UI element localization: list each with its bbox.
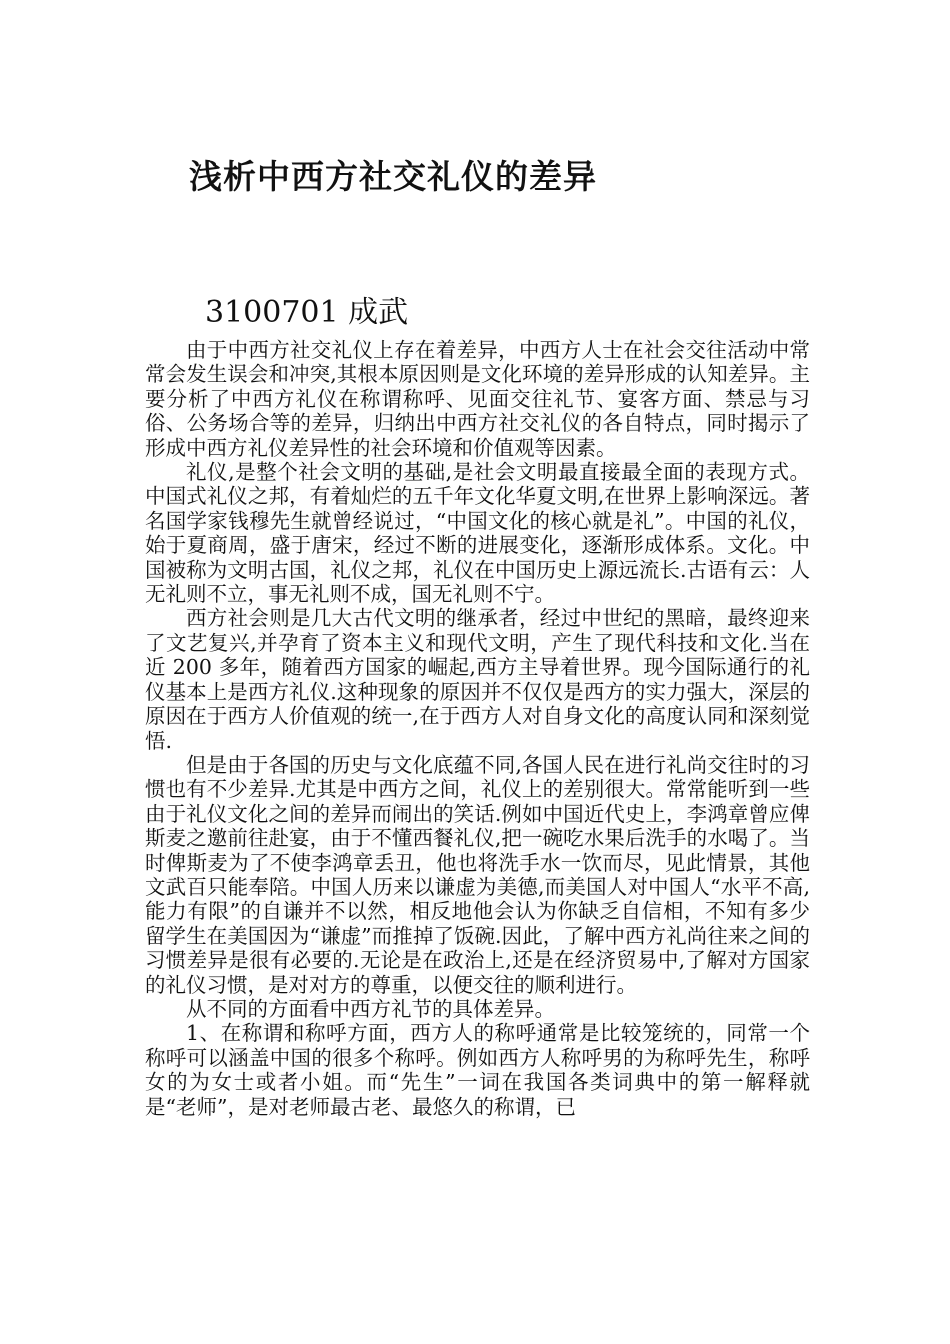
paragraph-section-intro: 从不同的方面看中西方礼节的具体差异。 [186,996,555,1021]
document-body [145,338,810,1119]
paragraph-abstract: 由于中西方社交礼仪上存在着差异，中西方人士在社会交往活动中常常会发生误会和冲突,其根本原因则是文化环境的差异形成的认知差异。主要分析了中西方礼仪在称谓称呼、见面交往礼节、宴客方面、禁忌与习俗、公务场合等的差异，归纳出中西方社交礼仪的各自特点，同时揭示了形成中西方礼仪差异性的社会环境和价值观等因素。 [145,338,810,460]
paragraph-forms-of-address: 1、在称谓和称呼方面，西方人的称呼通常是比较笼统的，同常一个称呼可以涵盖中国的很多个称呼。例如西方人称呼男的为称呼先生，称呼女的为女士或者小姐。而“先生”一词在我国各类词典中的第一解释就是“老师”，是对老师最古老、最悠久的称谓，已 [145,1021,810,1119]
paragraph-chinese-etiquette: 礼仪,是整个社会文明的基础,是社会文明最直接最全面的表现方式。中国式礼仪之邦，有着灿烂的五千年文化华夏文明,在世界上影响深远。著名国学家钱穆先生就曾经说过，“中国文化的核心就是礼”。中国的礼仪，始于夏商周，盛于唐宋，经过不断的进展变化，逐渐形成体系。文化。中国被称为文明古国，礼仪之邦，礼仪在中国历史上源远流长.古语有云：人无礼则不立，事无礼则不成，国无礼则不宁。 [145,460,810,607]
paragraph-differences: 但是由于各国的历史与文化底蕴不同,各国人民在进行礼尚交往时的习惯也有不少差异.尤其是中西方之间，礼仪上的差别很大。常常能听到一些由于礼仪文化之间的差异而闹出的笑话.例如中国近代史上，李鸿章曾应俾斯麦之邀前往赴宴，由于不懂西餐礼仪,把一碗吃水果后洗手的水喝了。当时俾斯麦为了不使李鸿章丢丑，他也将洗手水一饮而尽，见此情景，其他文武百只能奉陪。中国人历来以谦虚为美德,而美国人对中国人“水平不高,能力有限”的自谦并不以然，相反地他会认为你缺乏自信相，不知有多少留学生在美国因为“谦虚”而推掉了饭碗.因此，了解中西方礼尚往来之间的习惯差异是很有必要的.无论是在政治上,还是在经济贸易中,了解对方国家的礼仪习惯，是对对方的尊重，以便交往的顺利进行。 [145,752,810,997]
author-line: 3100701 成武 [205,295,409,330]
document-title: 浅析中西方社交礼仪的差异 [189,157,597,196]
paragraph-western-etiquette: 西方社会则是几大古代文明的继承者，经过中世纪的黑暗，最终迎来了文艺复兴,并孕育了资本主义和现代文明，产生了现代科技和文化.当在近 200 多年，随着西方国家的崛起,西方主导着世界。现今国际通行的礼仪基本上是西方礼仪.这种现象的原因并不仅仅是西方的实力强大，深层的原因在于西方人价值观的统一,在于西方人对自身文化的高度认同和深刻觉悟. [145,606,810,753]
